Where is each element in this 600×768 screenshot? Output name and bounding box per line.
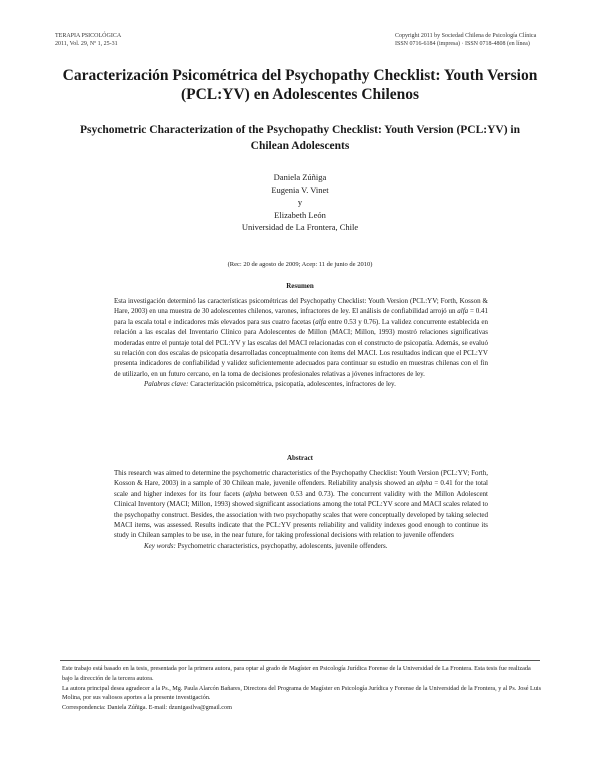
footnote-acknowledgment: La autora principal desea agradecer a la Ps., Mg. Paula Alarcón Bañares, Directora del Programa de Magíster en Psicología Jurídica y Forense de la Universidad de la Frontera, y al Ps. José Luis Molina, por sus valiosos aportes a la presente investigación.	[62, 684, 542, 702]
received-accepted-dates: (Rec: 20 de agosto de 2009; Acep: 11 de junio de 2010)	[227, 261, 373, 268]
author-conjunction: y	[297, 197, 303, 207]
volume-info: 2011, Vol. 29, Nº 1, 25-31	[55, 41, 118, 47]
abstract-heading: Abstract	[286, 454, 314, 462]
journal-name: TERAPIA PSICOLÓGICA	[55, 33, 122, 39]
footnote-thesis: Este trabajo está basado en la tesis, presentada por la primera autora, para optar al grado de Magíster en Psicología Jurídica Forense de la Universidad de La Frontera. Esta tesis fue realizada bajo la dirección de la tercera autora.	[62, 665, 531, 682]
alfa-term: alfa	[315, 317, 327, 326]
footnote-correspondence: Correspondencia: Daniela Zúñiga. E-mail: dzunigasilva@gmail.com	[62, 704, 232, 712]
journal-header-right	[395, 32, 545, 48]
issn-line: ISSN 0716-6184 (impresa) · ISSN 0718-4808 (en línea)	[395, 41, 530, 47]
author-block	[100, 171, 500, 234]
resumen-body	[114, 296, 488, 390]
abstract-text: between 0.53 and 0.73). The concurrent validity with the Millon Adolescent Clinical Inventory (MACI; Millon, 1993) showed significant associations among the total PCL:YV score and MACI scales related to the psychopathy construct. Besides, the association with two psychopathy scales that were conceptually developed by taking selected MACI items, was assessed. Results indicate that the PCL:YV presents reliability and validity indexes good enough to continue its study in Chilean samples to be use, in the near future, for taking professional decisions with relation to juvenile offenders	[114, 489, 488, 540]
keywords-text: Caracterización psicométrica, psicopatía, adolescentes, infractores de ley.	[188, 380, 396, 389]
footnotes	[62, 664, 542, 713]
resumen-keywords	[114, 379, 488, 389]
abstract-text: = 0.41 for the total scale and higher indexes for its four facets (	[114, 479, 488, 498]
copyright-line: Copyright 2011 by Sociedad Chilena de Psicología Clínica	[395, 33, 537, 39]
footnote-divider	[60, 660, 540, 661]
keywords-text: Psychometric characteristics, psychopathy, adolescents, juvenile offenders.	[175, 541, 388, 550]
journal-header-left	[55, 32, 121, 48]
author-name: Daniela Zúñiga	[273, 172, 327, 182]
abstract-keywords	[114, 541, 488, 551]
resumen-text: entre 0.53 y 0.76). La validez concurrente establecida en relación a las escalas del Inventario Clínico para Adolescentes de Millon (MACI; Millon, 1993) mostró relaciones significativas moderadas entre el puntaje total del PCL:YV y las escalas del MACI relacionadas con el constructo de psicopatía. Además, se evaluó su relación con dos escalas de psicopatía desarrolladas conceptualmente con ítems del MACI. Los resultados indican que el PCL:YV presenta indicadores de confiabilidad y validez suficientemente adecuados para continuar su estudio en muestras chilenas con el fin de utilizarlo, en un futuro cercano, en la toma de decisiones profesionales relativas a jóvenes infractores de ley.	[114, 317, 488, 378]
abstract-body	[114, 468, 488, 551]
title-english: Psychometric Characterization of the Psychopathy Checklist: Youth Version (PCL:YV) in Chilean Adolescents	[79, 124, 521, 152]
resumen-text: Esta investigación determinó las características psicométricas del Psychopathy Checklist: Youth Version (PCL:YV; Forth, Kosson & Hare, 2003) en una muestra de 30 adolescentes chilenos, varones, infractores de ley. El análisis de confiabilidad arrojó un	[114, 297, 488, 316]
resumen-heading: Resumen	[286, 282, 314, 290]
alfa-term: alfa	[457, 307, 469, 316]
keywords-label: Key words:	[144, 541, 176, 550]
affiliation: Universidad de La Frontera, Chile	[241, 222, 359, 232]
author-name: Eugenia V. Vinet	[271, 184, 329, 195]
author-name: Elizabeth León	[274, 209, 326, 220]
title-spanish: Caracterización Psicométrica del Psychopathy Checklist: Youth Version (PCL:YV) en Adolescentes Chilenos	[62, 67, 538, 103]
resumen-text: = 0.41 para la escala total e indicadores más elevados para sus cuatro facetas (	[114, 307, 488, 326]
alpha-term: alpha	[245, 489, 262, 498]
keywords-label: Palabras clave:	[144, 380, 189, 389]
alpha-term: alpha	[416, 479, 433, 488]
abstract-text: This research was aimed to determine the psychometric characteristics of the Psychopathy Checklist: Youth Version (PCL:YV; Forth, Kosson & Hare, 2003) in a sample of 30 Chilean male, juvenile offenders. Reliability analysis showed an	[114, 469, 488, 488]
